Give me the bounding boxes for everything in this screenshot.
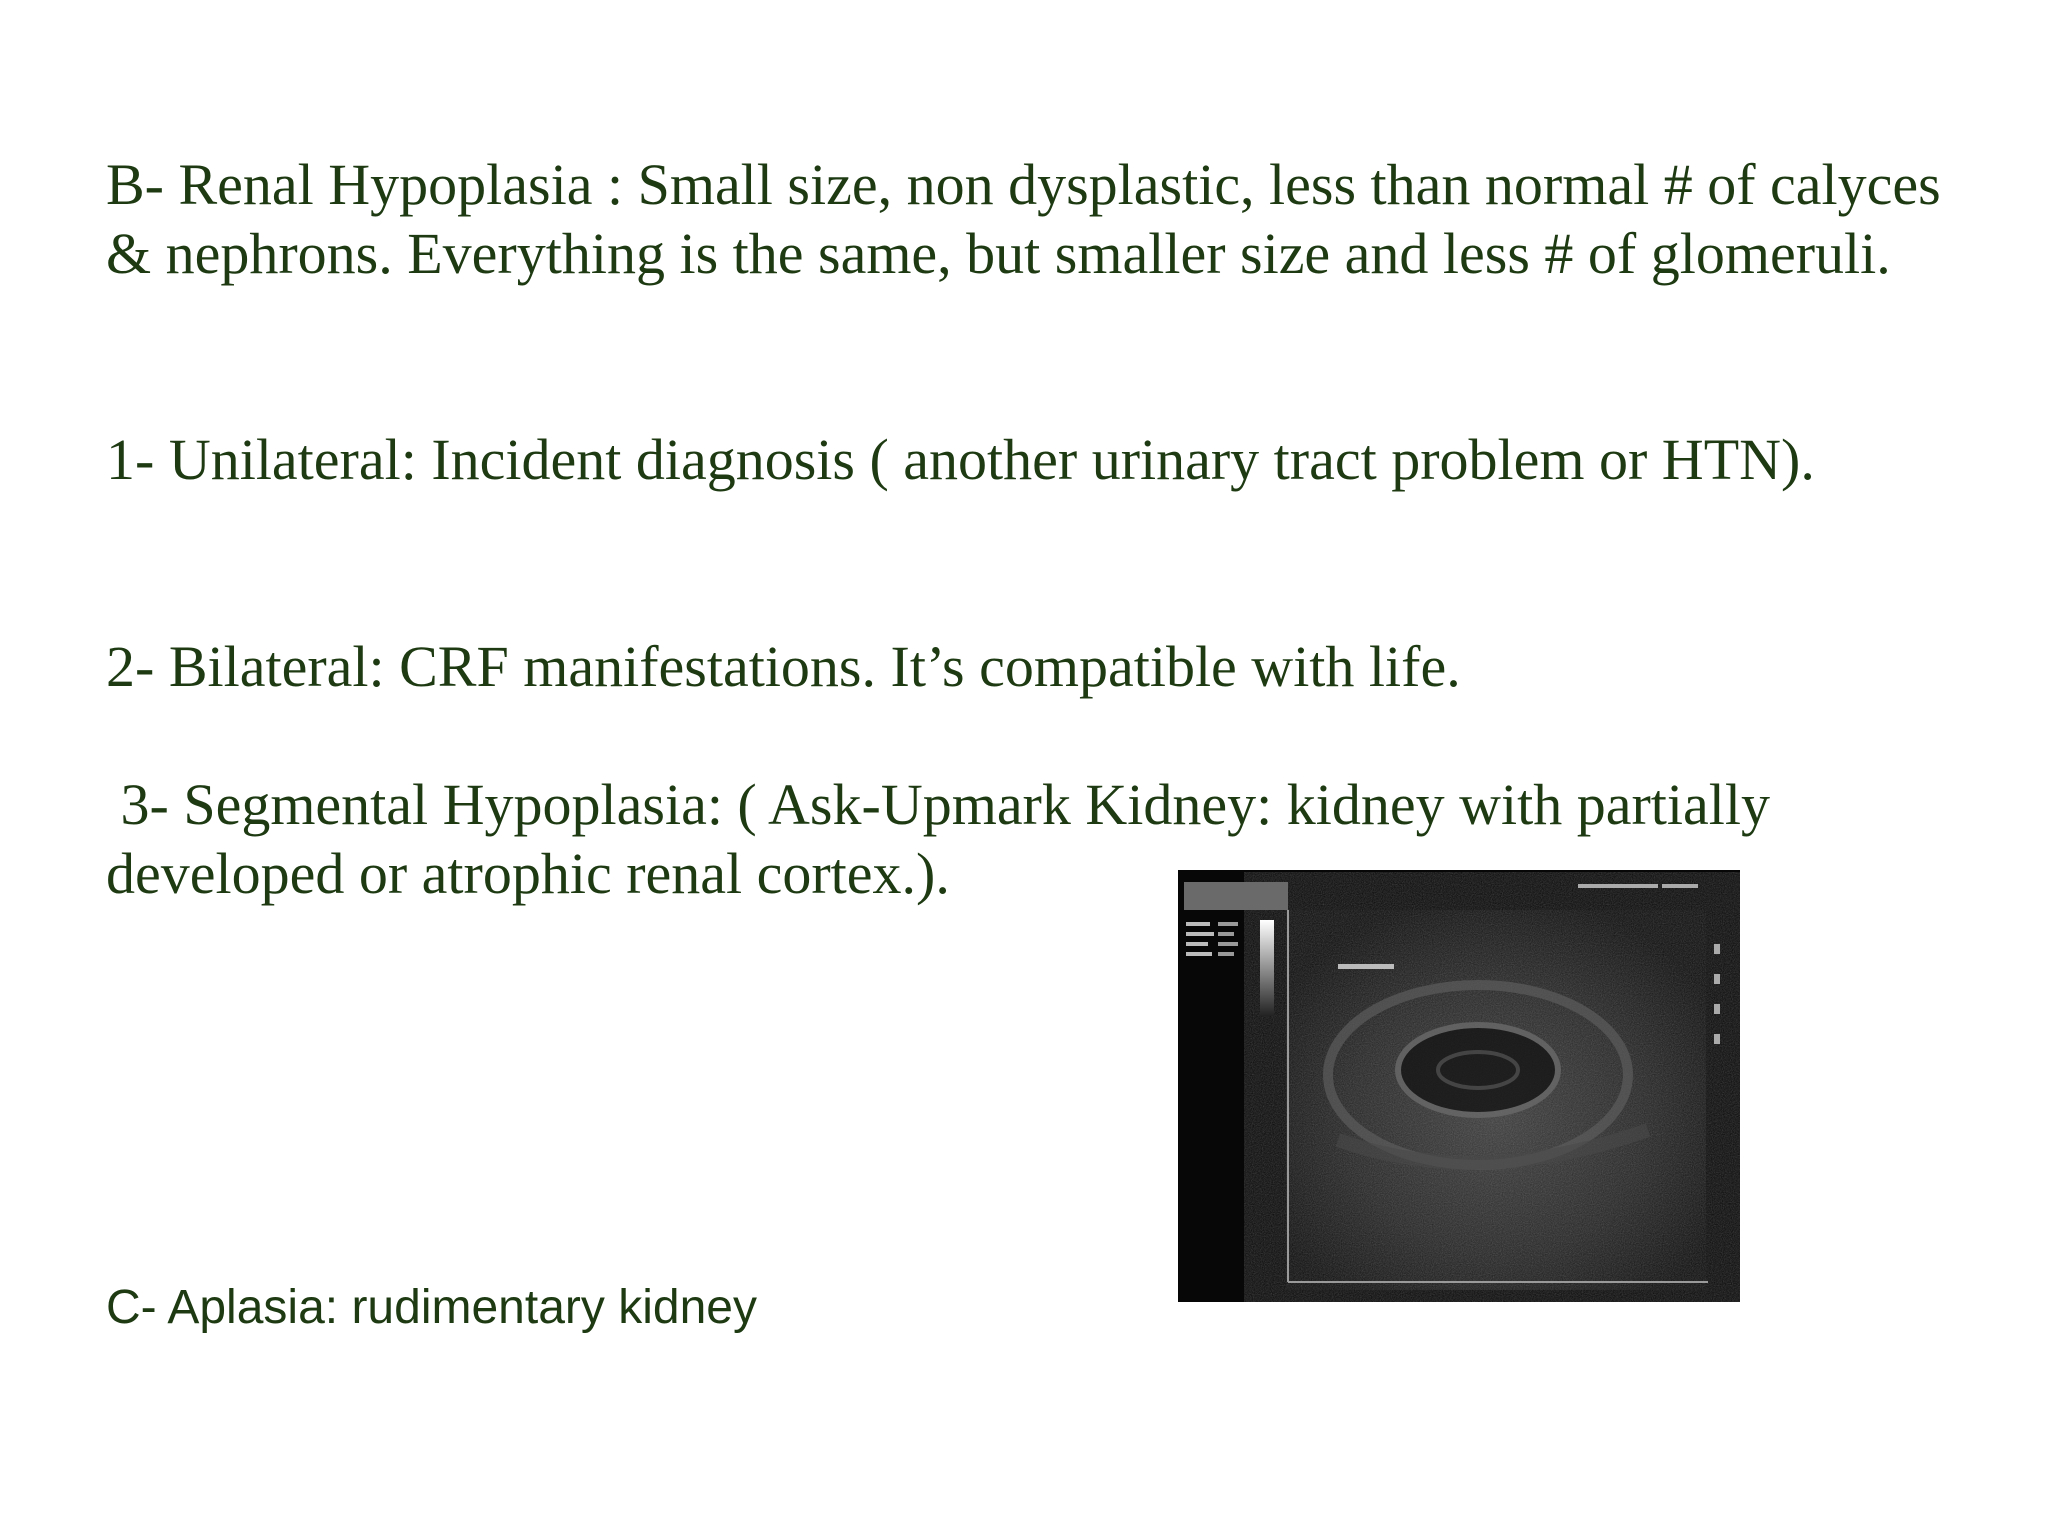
ultrasound-image <box>1178 870 1740 1302</box>
renal-hypoplasia-paragraph: B- Renal Hypoplasia : Small size, non dysplastic, less than normal # of calyces & nephrons. Everything is the same, but smaller size and less # of glomeruli. <box>106 152 1956 286</box>
aplasia-paragraph: C- Aplasia: rudimentary kidney <box>106 1281 757 1334</box>
bilateral-paragraph: 2- Bilateral: CRF manifestations. It’s compatible with life. <box>106 634 1461 699</box>
unilateral-paragraph: 1- Unilateral: Incident diagnosis ( another urinary tract problem or HTN). <box>106 427 1815 492</box>
segmental-hypoplasia-paragraph: 3- Segmental Hypoplasia: ( Ask-Upmark Kidney: kidney with partially developed or atrophic renal cortex.). <box>106 772 1785 906</box>
